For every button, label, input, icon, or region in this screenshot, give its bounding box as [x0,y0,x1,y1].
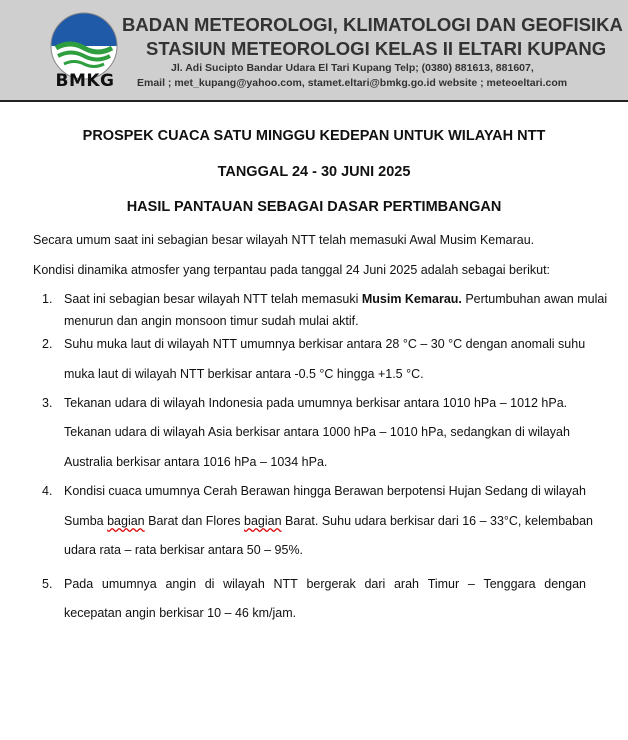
list-item-text: kecepatan angin berkisar 10 – 46 km/jam. [64,606,297,620]
letterhead [0,0,628,102]
list-item-text: Saat ini sebagian besar wilayah NTT telah memasuki Musim Kemarau. Pertumbuhan awan mulai [64,292,608,306]
list-item-text: Tekanan udara di wilayah Asia berkisar antara 1000 hPa – 1010 hPa, sedangkan di wilayah [64,425,570,439]
spellcheck-word: bagian [107,514,145,528]
list-item-text: Suhu muka laut di wilayah NTT umumnya berkisar antara 28 °C – 30 °C dengan anomali suhu [64,337,586,351]
emphasis-text: Musim Kemarau. [361,292,462,306]
logo-text: BMKG [55,71,115,91]
station-address: Jl. Adi Sucipto Bandar Udara El Tari Kupang Telp; (0380) 881613, 881607, [171,62,534,74]
list-item-text: menurun dan angin monsoon timur sudah mulai aktif. [64,314,359,328]
list-item-text: Pada umumnya angin di wilayah NTT bergerak dari arah Timur – Tenggara dengan [64,577,586,591]
list-item-number: 2. [42,337,53,351]
list-item-number: 3. [42,396,53,410]
station-name: STASIUN METEOROLOGI KELAS II ELTARI KUPANG [146,38,607,59]
spellcheck-word: bagian [244,514,282,528]
list-item-number: 5. [42,577,53,591]
list-item-text: Tekanan udara di wilayah Indonesia pada umumnya berkisar antara 1010 hPa – 1012 hPa. [64,396,568,410]
station-contacts: Email ; met_kupang@yahoo.com, stamet.eltari@bmkg.go.id website ; meteoeltari.com [137,77,568,89]
list-item-number: 1. [42,292,53,306]
list-item-text: Australia berkisar antara 1016 hPa – 1034 hPa. [64,455,328,469]
document-title: PROSPEK CUACA SATU MINGGU KEDEPAN UNTUK WILAYAH NTT [82,128,546,144]
agency-name: BADAN METEOROLOGI, KLIMATOLOGI DAN GEOFISIKA [122,14,623,35]
list-item-number: 4. [42,484,53,498]
list-item-text: udara rata – rata berkisar antara 50 – 95%. [64,543,304,557]
document-date: TANGGAL 24 - 30 JUNI 2025 [217,164,411,180]
list-item-text: muka laut di wilayah NTT berkisar antara -0.5 °C hingga +1.5 °C. [64,367,424,381]
section-heading: HASIL PANTAUAN SEBAGAI DASAR PERTIMBANGAN [126,199,502,215]
list-item-text: Kondisi cuaca umumnya Cerah Berawan hingga Berawan berpotensi Hujan Sedang di wilayah [64,484,586,498]
list-item-text: Sumba bagian Barat dan Flores bagian Barat. Suhu udara berkisar dari 16 – 33°C, kelembaban [64,514,593,528]
conditions-intro: Kondisi dinamika atmosfer yang terpantau pada tanggal 24 Juni 2025 adalah sebagai berikut: [33,263,551,277]
intro-paragraph: Secara umum saat ini sebagian besar wilayah NTT telah memasuki Awal Musim Kemarau. [33,233,535,247]
